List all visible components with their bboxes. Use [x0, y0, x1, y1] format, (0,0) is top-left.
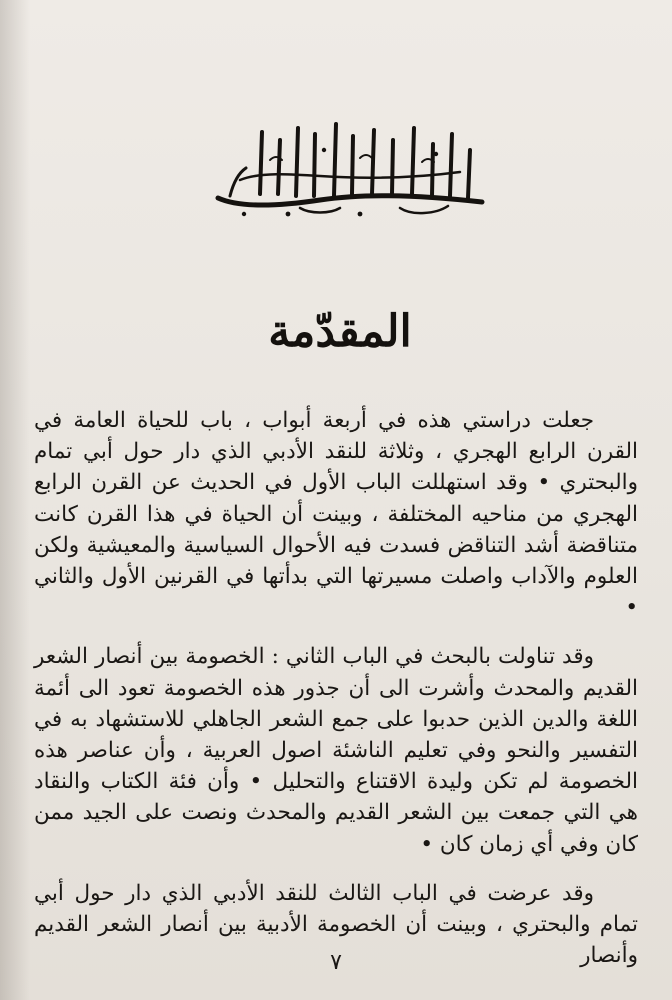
paragraph: جعلت دراستي هذه في أربعة أبواب ، باب للحياة العامة في القرن الرابع الهجري ، وثلاثة للنقد الأدبي الذي دار حول أبي تمام والبحتري • وقد استهللت الباب الأول في الحديث عن القرن الرابع الهجري من مناحيه المختلفة ، وبينت أن الحياة في هذا القرن كانت متناقضة أشد التناقض فسدت فيه الأحوال السياسية والمعيشية ولكن العلوم والآداب واصلت مسيرتها التي بدأتها في القرنين الأول والثاني •: [34, 408, 638, 621]
heading-text: المقدّمة: [268, 306, 412, 357]
page-gutter-shadow: [0, 0, 30, 1000]
paragraph: وقد عرضت في الباب الثالث للنقد الأدبي الذي دار حول أبي تمام والبحتري ، وبينت أن الخصومة الأدبية بين أنصار الشعر القديم وأنصار: [34, 880, 638, 969]
basmala-calligraphy-art: [200, 110, 500, 220]
page-heading: [240, 300, 440, 370]
body-text: [34, 405, 638, 989]
paragraph: وقد تناولت بالبحث في الباب الثاني : الخصومة بين أنصار الشعر القديم والمحدث وأشرت الى أن جذور هذه الخصومة تعود الى أئمة اللغة والدين الذين حدبوا على جمع الشعر الجاهلي للاستشهاد به في التفسير والنحو وفي تعليم الناشئة اصول العربية ، وأن عناصر هذه الخصومة لم تكن وليدة الاقتناع والتحليل • وأن فئة الكتاب والنقاد هي التي جمعت بين الشعر القديم والمحدث ونصت على الجيد ممن كان وفي أي زمان كان •: [34, 644, 638, 857]
page-number: ٧: [330, 950, 342, 975]
basmala-calligraphy: [200, 110, 500, 220]
